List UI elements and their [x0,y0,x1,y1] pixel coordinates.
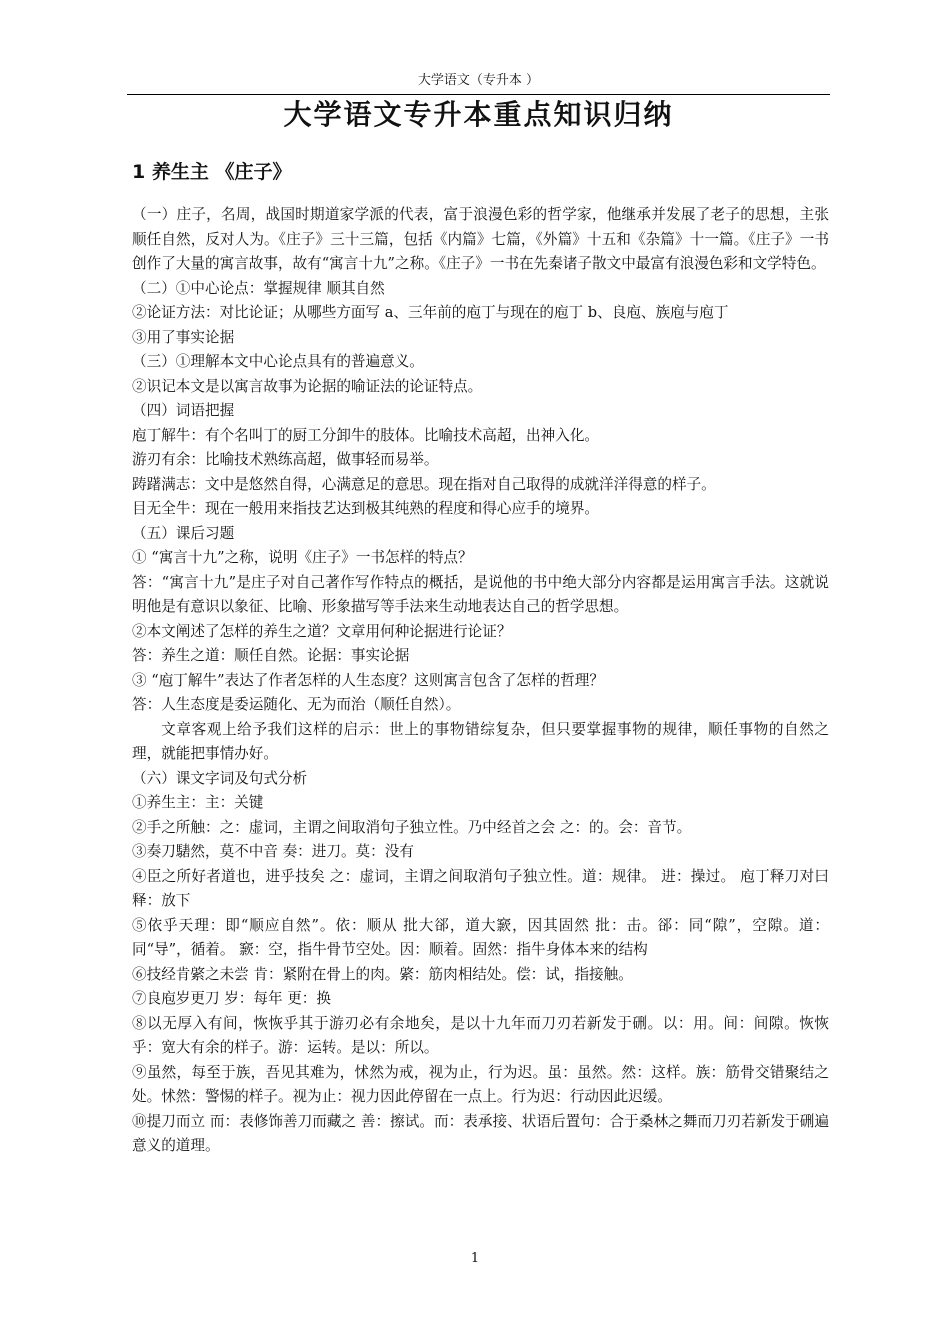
paragraph: ④臣之所好者道也，进乎技矣 之：虚词，主谓之间取消句子独立性。道：规律。 进：操过。 庖丁释刀对曰 释：放下 [132,867,829,909]
paragraph: ③用了事实论据 [132,328,235,346]
paragraph: 目无全牛：现在一般用来指技艺达到极其纯熟的程度和得心应手的境界。 [132,500,600,517]
paragraph: ②手之所触：之：虚词，主谓之间取消句子独立性。乃中经首之会 之：的。会：音节。 [132,818,692,836]
paragraph: ①养生主：主：关键 [132,794,264,811]
document-title: 大学语文专升本重点知识归纳 [283,98,674,131]
paragraph: ⑦良庖岁更刀 岁：每年 更：换 [132,990,331,1007]
paragraph: （二）①中心论点：掌握规律 顺其自然 [132,279,385,297]
running-header [127,70,830,95]
body-content [132,203,829,1159]
paragraph: 答：养生之道：顺任自然。论据：事实论据 [132,647,410,664]
paragraph: ②本文阐述了怎样的养生之道？文章用何种论据进行论证？ [132,622,512,640]
page-number: 1 [470,1251,480,1266]
paragraph: ⑤依乎天理：即“顺应自然”。依：顺从 批大郤，道大窾，因其固然 批：击。郤：同“隙”，空隙。道：同“导”，循着。 窾：空，指牛骨节空处。因：顺着。固然：指牛身体本来的结构 [132,916,829,958]
paragraph: ②论证方法：对比论证；从哪些方面写 a、三年前的庖丁与现在的庖丁 b、良庖、族庖与庖丁 [132,304,729,321]
paragraph: （一）庄子，名周，战国时期道家学派的代表，富于浪漫色彩的哲学家，他继承并发展了老子的思想，主张顺任自然，反对人为。《庄子》三十三篇，包括《内篇》七篇，《外篇》十五和《杂篇》十一篇。《庄子》一书创作了大量的寓言故事，故有“寓言十九”之称。《庄子》一书在先秦诸子散文中最富有浪漫色彩和文学特色。 [132,206,829,272]
paragraph: ⑩提刀而立 而：表修饰善刀而藏之 善：擦试。而：表承接、状语后置句：合于桑林之舞而刀刃若新发于硎遍意义的道理。 [132,1112,829,1154]
paragraph: （六）课文字词及句式分析 [132,769,308,787]
running-header-text: 大学语文（专升本 ） [417,73,540,88]
paragraph: （五）课后习题 [132,524,235,542]
paragraph: ③ “庖丁解牛”表达了作者怎样的人生态度？这则寓言包含了怎样的哲理？ [132,671,604,689]
paragraph: 庖丁解牛：有个名叫丁的厨工分卸牛的肢体。比喻技术高超，出神入化。 [132,426,600,444]
paragraph: 文章客观上给予我们这样的启示：世上的事物错综复杂，但只要掌握事物的规律，顺任事物的自然之理，就能把事情办好。 [132,720,829,762]
paragraph: 游刃有余：比喻技术熟练高超，做事轻而易举。 [132,451,439,468]
paragraph: 答：“寓言十九”是庄子对自己著作写作特点的概括，是说他的书中绝大部分内容都是运用寓言手法。这就说明他是有意识以象征、比喻、形象描写等手法来生动地表达自己的哲学思想。 [132,573,829,615]
paragraph: （三）①理解本文中心论点具有的普遍意义。 [132,353,424,370]
paragraph: ③奏刀騞然，莫不中音 奏：进刀。莫：没有 [132,843,414,860]
paragraph: （四）词语把握 [132,402,235,419]
paragraph: 踌躇满志：文中是悠然自得，心满意足的意思。现在指对自己取得的成就洋洋得意的样子。 [132,475,716,493]
section-heading: 1 养生主 《庄子》 [132,161,292,183]
paragraph: ⑨虽然，每至于族，吾见其难为，怵然为戒，视为止，行为迟。虽：虽然。然：这样。族：筋骨交错聚结之处。怵然：警惕的样子。视为止：视力因此停留在一点上。行为迟：行动因此迟缓。 [132,1063,829,1105]
paragraph: ⑥技经肯綮之未尝 肯：紧附在骨上的肉。綮：筋肉相结处。偿：试，指接触。 [132,965,633,983]
paragraph: ① “寓言十九”之称，说明《庄子》一书怎样的特点？ [132,549,473,566]
paragraph: ⑧以无厚入有间，恢恢乎其于游刃必有余地矣，是以十九年而刀刃若新发于硎。以：用。间：间隙。恢恢乎：宽大有余的样子。游：运转。是以：所以。 [132,1014,829,1056]
paragraph: 答：人生态度是委运随化、无为而治（顺任自然）。 [132,696,461,713]
paragraph: ②识记本文是以寓言故事为论据的喻证法的论证特点。 [132,377,483,395]
